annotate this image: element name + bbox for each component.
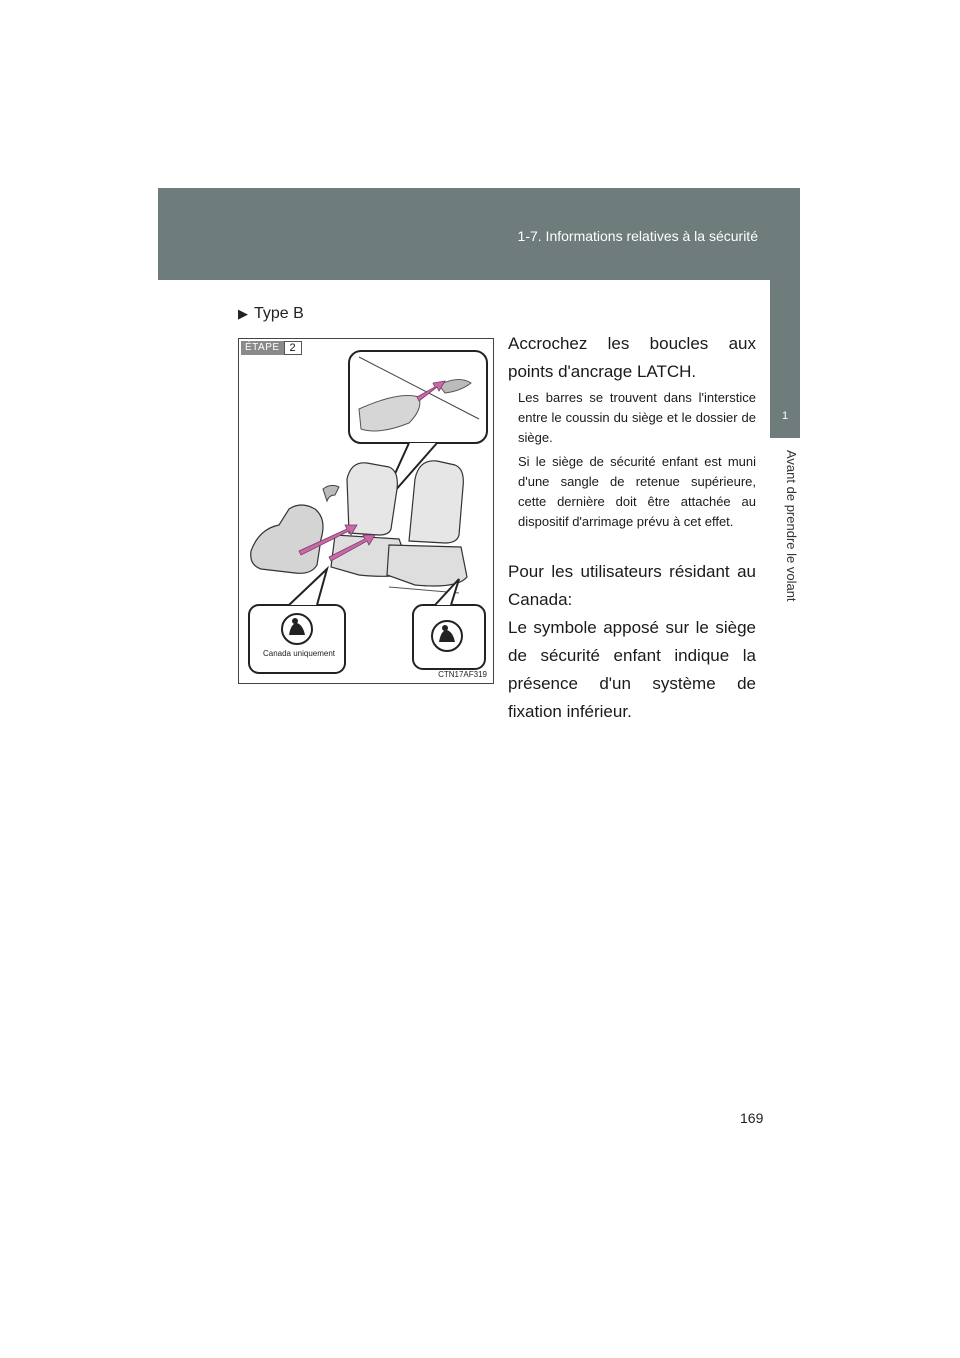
illustration-figure — [238, 338, 494, 684]
callout-pointer — [289, 569, 327, 605]
step-number: 2 — [284, 341, 302, 355]
canada-text: Le symbole apposé sur le siège de sécurité enfant indique la présence d'un système de fixation inférieur. — [508, 618, 756, 721]
note-2: Si le siège de sécurité enfant est muni d'une sangle de retenue supérieure, cette dernière doit être attachée au dispositif d'arrimage prévu à cet effet. — [518, 454, 756, 529]
note-1: Les barres se trouvent dans l'interstice entre le coussin du siège et le dossier de siège. — [518, 390, 756, 445]
step-label: ÉTAPE — [241, 341, 284, 355]
canada-intro: Pour les utilisateurs résidant au Canada: — [508, 562, 756, 609]
figure-code: CTN17AF319 — [438, 670, 487, 679]
tether-strap — [323, 485, 339, 501]
note-2-block — [508, 452, 756, 532]
page-number: 169 — [740, 1110, 764, 1126]
child-seat-anchor-icon-glyph — [442, 625, 448, 631]
seat-cushion-right — [387, 545, 467, 586]
section-title: 1-7. Informations relatives à la sécurité — [517, 228, 758, 244]
step-text-block — [508, 330, 756, 386]
seat-illustration — [239, 339, 493, 683]
child-seat-anchor-icon-glyph — [292, 618, 298, 624]
canada-block — [508, 558, 756, 726]
seat-back-right — [409, 461, 463, 543]
header-bar — [158, 188, 798, 280]
child-seat — [251, 505, 323, 573]
note-1-block — [508, 388, 756, 448]
type-heading — [238, 305, 304, 323]
canada-caption: Canada uniquement — [262, 649, 336, 658]
seat-back-left — [347, 463, 397, 535]
triangle-right-icon: ▶ — [238, 306, 248, 321]
type-heading-label: Type B — [254, 305, 304, 322]
chapter-tab — [770, 188, 800, 438]
chapter-number: 1 — [781, 410, 789, 422]
chapter-title: Avant de prendre le volant — [784, 450, 799, 602]
step-text: Accrochez les boucles aux points d'ancrage LATCH. — [508, 334, 756, 381]
